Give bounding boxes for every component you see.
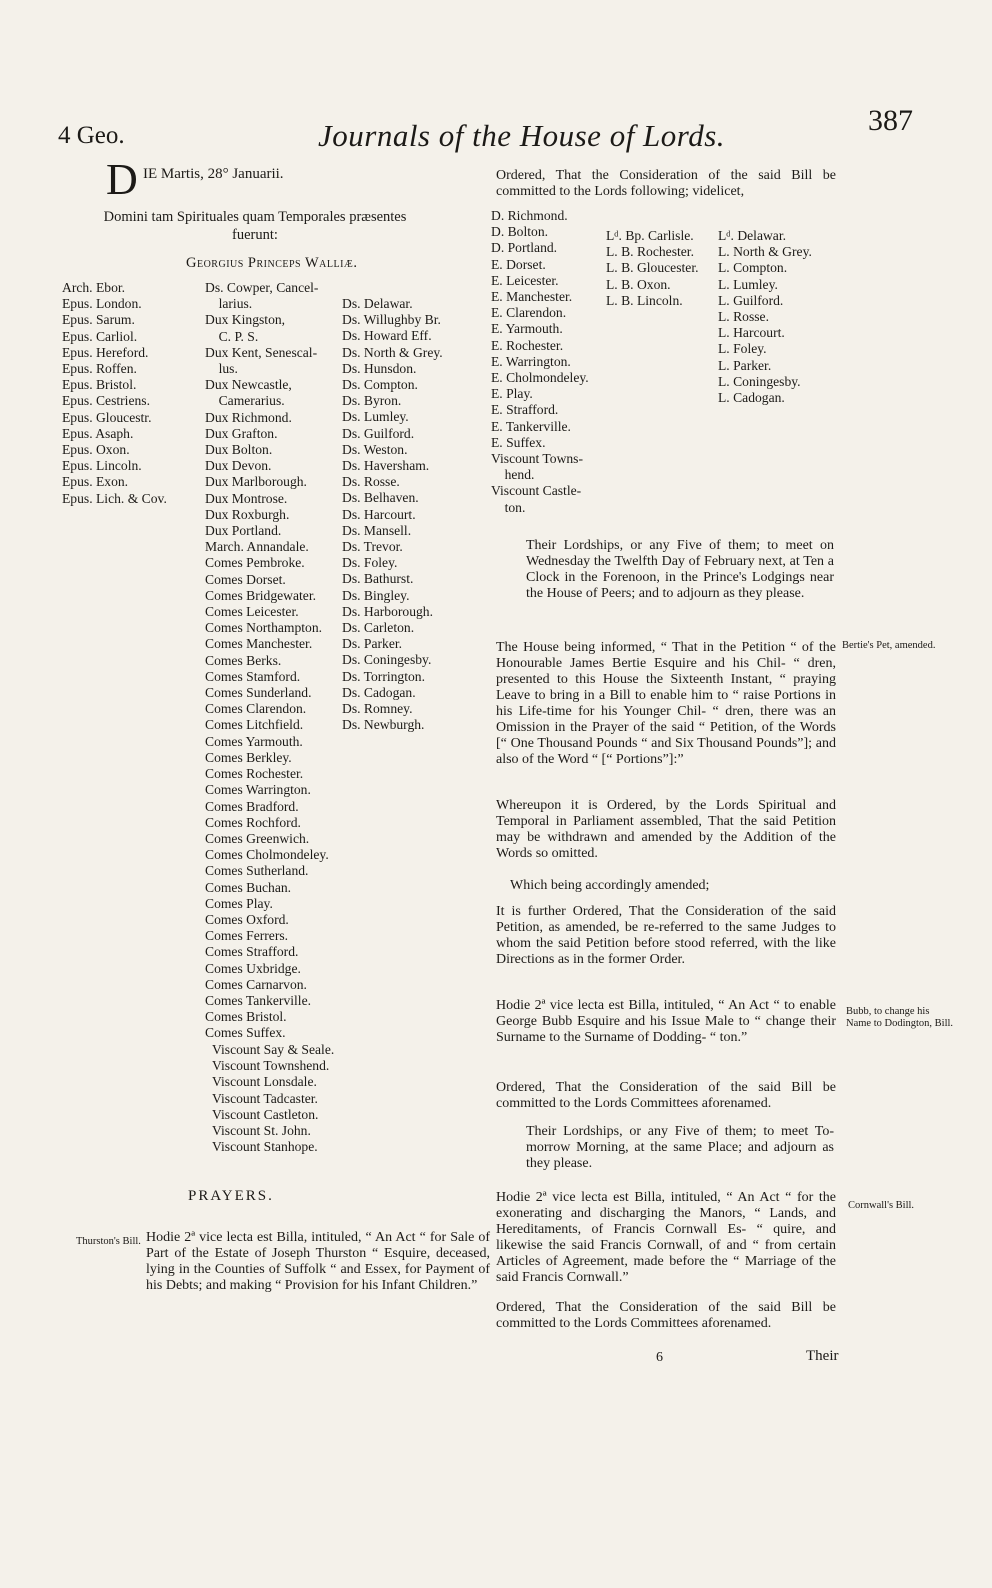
list-item: E. Tankerville. xyxy=(491,418,571,434)
list-item: Lᵈ. Bp. Carlisle. xyxy=(606,228,694,243)
list-item: E. Manchester. xyxy=(491,289,573,305)
list-item: L. B. Rochester. xyxy=(606,244,694,260)
bishops-list xyxy=(62,280,167,507)
list-item: Epus. Sarum. xyxy=(62,312,135,328)
list-item: Epus. Lincoln. xyxy=(62,458,142,474)
list-item: D. Portland. xyxy=(491,240,558,256)
list-item: Epus. Oxon. xyxy=(62,442,130,458)
list-item: Dux Portland. xyxy=(205,523,282,539)
list-item: L. Rosse. xyxy=(718,309,769,325)
list-item: March. Annandale. xyxy=(205,539,309,555)
list-item: Comes Yarmouth. xyxy=(205,733,303,749)
list-item: L. North & Grey. xyxy=(718,244,812,260)
margin-note-bertie: Bertie's Pet, amended. xyxy=(842,640,936,651)
list-item: Comes Greenwich. xyxy=(205,830,310,846)
list-item: Dux Richmond. xyxy=(205,409,292,425)
list-item: Dux Grafton. xyxy=(205,425,278,441)
list-item: Ds. Cadogan. xyxy=(342,684,416,700)
list-item: Viscount Towns- xyxy=(491,451,584,467)
list-item: L. Cadogan. xyxy=(718,390,785,406)
list-item: Ds. Bathurst. xyxy=(342,571,414,587)
list-item: C. P. S. xyxy=(205,328,259,344)
list-item: Comes Pembroke. xyxy=(205,555,305,571)
list-item: Comes Berks. xyxy=(205,652,282,668)
list-item: Ds. Foley. xyxy=(342,555,398,571)
list-item: Viscount Stanhope. xyxy=(212,1139,318,1155)
meeting-paragraph-2: Their Lordships, or any Five of them; to meet To-morrow Morning, at the same Place; and adjourn as they please. xyxy=(526,1124,834,1171)
list-item: Comes Suffex. xyxy=(205,1025,286,1041)
list-item: Dux Marlborough. xyxy=(205,474,307,490)
present-heading: Domini tam Spirituales quam Temporales præsentes fuerunt: xyxy=(103,209,407,243)
list-item: Comes Buchan. xyxy=(205,879,292,895)
list-item: Epus. Hereford. xyxy=(62,344,149,360)
margin-note-thurston: Thurston's Bill. xyxy=(76,1236,141,1247)
ordered-paragraph-3: Ordered, That the Consideration of the said Bill be committed to the Lords Committees aforenamed. xyxy=(496,1300,836,1331)
viscounts-list xyxy=(212,1042,334,1155)
list-item: Epus. Exon. xyxy=(62,474,129,490)
list-item: larius. xyxy=(205,296,253,312)
list-item: Ds. Willughby Br. xyxy=(342,312,441,328)
list-item: Viscount Castleton. xyxy=(212,1106,319,1122)
list-item: Ds. Howard Eff. xyxy=(342,328,432,344)
list-item: Epus. Gloucestr. xyxy=(62,409,152,425)
list-item: Ds. Mansell. xyxy=(342,522,412,538)
list-item: Viscount Say & Seale. xyxy=(212,1042,335,1057)
list-item: Epus. Cestriens. xyxy=(62,393,150,409)
ordered-paragraph-2: Ordered, That the Consideration of the said Bill be committed to the Lords Committees aforenamed. xyxy=(496,1080,836,1111)
list-item: Comes Bridgewater. xyxy=(205,587,316,603)
committee-col-3 xyxy=(718,228,812,406)
list-item: E. Dorset. xyxy=(491,256,546,272)
list-item: Ds. Parker. xyxy=(342,636,403,652)
list-item: Ds. Hunsdon. xyxy=(342,360,417,376)
list-item: Ds. Delawar. xyxy=(342,296,413,311)
list-item: L. Foley. xyxy=(718,341,767,357)
list-item: E. Warrington. xyxy=(491,353,571,369)
list-item: Comes Leicester. xyxy=(205,604,299,620)
list-item: Comes Sunderland. xyxy=(205,685,312,701)
margin-note-bubb: Bubb, to change his Name to Dodington, Bill. xyxy=(846,1006,954,1029)
list-item: L. B. Lincoln. xyxy=(606,292,683,308)
list-item: Comes Tankerville. xyxy=(205,992,312,1008)
prince-line: Georgius Princeps Walliæ. xyxy=(186,255,358,271)
list-item: Comes Play. xyxy=(205,895,273,911)
drop-cap: D xyxy=(106,155,138,204)
list-item: L. B. Oxon. xyxy=(606,276,671,292)
list-item: L. Harcourt. xyxy=(718,325,785,341)
barons-list xyxy=(342,296,443,733)
list-item: D. Bolton. xyxy=(491,224,549,240)
whereupon-paragraph: Whereupon it is Ordered, by the Lords Spiritual and Temporal in Parliament assembled, That the said Petition may be withdrawn and amended by the Addition of the Words so omitted. xyxy=(496,798,836,861)
further-ordered-paragraph: It is further Ordered, That the Consideration of the said Petition, as amended, be re-referred to the same Judges to whom the said Petition before stood referred, with the like Directions as in the former Order. xyxy=(496,904,836,967)
list-item: Epus. Roffen. xyxy=(62,361,137,377)
list-item: E. Yarmouth. xyxy=(491,321,563,337)
list-item: Dux Montrose. xyxy=(205,490,288,506)
list-item: Ds. Cowper, Cancel- xyxy=(205,280,319,295)
list-item: Dux Kingston, xyxy=(205,312,286,328)
list-item: Ds. Coningesby. xyxy=(342,652,432,668)
thurston-bill-paragraph: Hodie 2ª vice lecta est Billa, intituled, “ An Act “ for Sale of Part of the Estate of Joseph Thurston “ Esquire, deceased, lying in the Counties of Suffolk “ and Essex, for Payment of his Debts; and making “ Provision for his Infant Children.” xyxy=(146,1230,490,1293)
list-item: Comes Dorset. xyxy=(205,571,286,587)
bertie-petition-paragraph: The House being informed, “ That in the Petition “ of the Honourable James Bertie Esquire and his Chil- “ dren, presented to this House the Sixteenth Instant, “ praying Leave to bring in a Bill to enable him to “ raise Portions in his Life-time for his Younger Chil- “ dren, there was an Omission in the Prayer of the said “ Petition, of the Words [“ One Thousand Pounds “ and Six Thousand Pounds”]; and also of the Word “ [“ Portions”]:” xyxy=(496,640,836,767)
list-item: Comes Carnarvon. xyxy=(205,976,307,992)
page-title: Journals of the House of Lords. xyxy=(318,118,726,153)
margin-note-cornwall: Cornwall's Bill. xyxy=(848,1200,915,1211)
list-item: Comes Warrington. xyxy=(205,782,311,798)
list-item: Ds. Trevor. xyxy=(342,539,403,555)
list-item: Dux Bolton. xyxy=(205,442,273,458)
list-item: Viscount Townshend. xyxy=(212,1058,330,1074)
list-item: E. Suffex. xyxy=(491,434,546,450)
list-item: Epus. Bristol. xyxy=(62,377,137,393)
list-item: Dux Devon. xyxy=(205,458,272,474)
dukes-earls-list xyxy=(205,280,329,1042)
committee-intro: Ordered, That the Consideration of the said Bill be committed to the Lords following; videlicet, xyxy=(496,168,836,199)
meeting-paragraph-1: Their Lordships, or any Five of them; to meet on Wednesday the Twelfth Day of February next, at Ten a Clock in the Forenoon, in the Prince's Lodgings near the House of Peers; and to adjourn as they please. xyxy=(526,538,834,601)
list-item: Ds. Compton. xyxy=(342,377,418,393)
list-item: Arch. Ebor. xyxy=(62,280,126,295)
list-item: Comes Uxbridge. xyxy=(205,960,301,976)
list-item: E. Strafford. xyxy=(491,402,559,418)
list-item: Dux Kent, Senescal- xyxy=(205,344,318,360)
list-item: Ds. Harcourt. xyxy=(342,506,416,522)
list-item: L. Guilford. xyxy=(718,292,784,308)
list-item: L. Lumley. xyxy=(718,276,778,292)
list-item: Epus. London. xyxy=(62,296,142,312)
list-item: E. Clarendon. xyxy=(491,305,567,321)
list-item: Ds. Weston. xyxy=(342,441,408,457)
list-item: Viscount Lonsdale. xyxy=(212,1074,317,1090)
list-item: ton. xyxy=(491,499,526,515)
list-item: Comes Manchester. xyxy=(205,636,313,652)
list-item: E. Leicester. xyxy=(491,272,559,288)
list-item: Epus. Asaph. xyxy=(62,425,134,441)
list-item: L. Parker. xyxy=(718,357,772,373)
list-item: Ds. North & Grey. xyxy=(342,344,443,360)
list-item: Comes Cholmondeley. xyxy=(205,847,329,863)
catchword: Their xyxy=(806,1348,839,1364)
committee-col-1 xyxy=(491,208,589,516)
prayers-heading: PRAYERS. xyxy=(188,1188,274,1204)
list-item: Ds. Rosse. xyxy=(342,474,400,490)
list-item: Ds. Romney. xyxy=(342,701,413,717)
list-item: Viscount Castle- xyxy=(491,483,582,499)
list-item: Ds. Belhaven. xyxy=(342,490,419,506)
list-item: Ds. Guilford. xyxy=(342,425,415,441)
cornwall-bill-paragraph: Hodie 2ª vice lecta est Billa, intituled, “ An Act “ for the exonerating and discharging the Manors, “ Lands, and Hereditaments, of Francis Cornwall Es- “ quire, and likewise the said Francis Cornwall, of and “ from certain Articles of Agreement, made before the “ Marriage of the said Francis Cornwall.” xyxy=(496,1190,836,1285)
list-item: Comes Ferrers. xyxy=(205,928,289,944)
list-item: Comes Rochford. xyxy=(205,814,301,830)
list-item: Ds. Harborough. xyxy=(342,603,433,619)
page-number: 387 xyxy=(868,104,913,137)
list-item: hend. xyxy=(491,467,535,483)
list-item: D. Richmond. xyxy=(491,208,568,223)
list-item: Comes Stamford. xyxy=(205,668,301,684)
list-item: lus. xyxy=(205,361,238,377)
list-item: Dux Newcastle, xyxy=(205,377,292,393)
list-item: Comes Litchfield. xyxy=(205,717,304,733)
list-item: Viscount St. John. xyxy=(212,1123,311,1139)
list-item: L. Coningesby. xyxy=(718,373,801,389)
list-item: Ds. Lumley. xyxy=(342,409,409,425)
regnal-year: 4 Geo. xyxy=(58,122,125,149)
list-item: Comes Rochester. xyxy=(205,766,304,782)
list-item: Dux Roxburgh. xyxy=(205,506,290,522)
list-item: L. Compton. xyxy=(718,260,788,276)
which-paragraph: Which being accordingly amended; xyxy=(510,878,710,893)
list-item: Comes Sutherland. xyxy=(205,863,309,879)
list-item: Ds. Haversham. xyxy=(342,458,430,474)
list-item: Lᵈ. Delawar. xyxy=(718,228,787,243)
list-item: Camerarius. xyxy=(205,393,285,409)
list-item: Comes Strafford. xyxy=(205,944,299,960)
list-item: Comes Northampton. xyxy=(205,620,323,636)
committee-col-2 xyxy=(606,228,699,309)
list-item: Ds. Bingley. xyxy=(342,587,410,603)
list-item: E. Cholmondeley. xyxy=(491,370,589,386)
list-item: Comes Oxford. xyxy=(205,911,289,927)
list-item: E. Rochester. xyxy=(491,337,564,353)
list-item: Comes Berkley. xyxy=(205,749,292,765)
signature-mark: 6 xyxy=(656,1350,663,1365)
list-item: Ds. Carleton. xyxy=(342,620,415,636)
list-item: Comes Bristol. xyxy=(205,1009,287,1025)
list-item: Ds. Torrington. xyxy=(342,668,426,684)
list-item: Epus. Lich. & Cov. xyxy=(62,490,167,506)
list-item: Ds. Byron. xyxy=(342,393,402,409)
list-item: Viscount Tadcaster. xyxy=(212,1090,318,1106)
day-heading: IE Martis, 28° Januarii. xyxy=(143,166,284,182)
list-item: Comes Bradford. xyxy=(205,798,299,814)
list-item: E. Play. xyxy=(491,386,533,402)
bubb-bill-paragraph: Hodie 2ª vice lecta est Billa, intituled, “ An Act “ to enable George Bubb Esquire and his Issue Male to “ change their Surname to the Surname of Dodding- “ ton.” xyxy=(496,998,836,1045)
list-item: Ds. Newburgh. xyxy=(342,717,425,733)
list-item: Comes Clarendon. xyxy=(205,701,307,717)
list-item: L. B. Gloucester. xyxy=(606,260,699,276)
list-item: Epus. Carliol. xyxy=(62,328,138,344)
